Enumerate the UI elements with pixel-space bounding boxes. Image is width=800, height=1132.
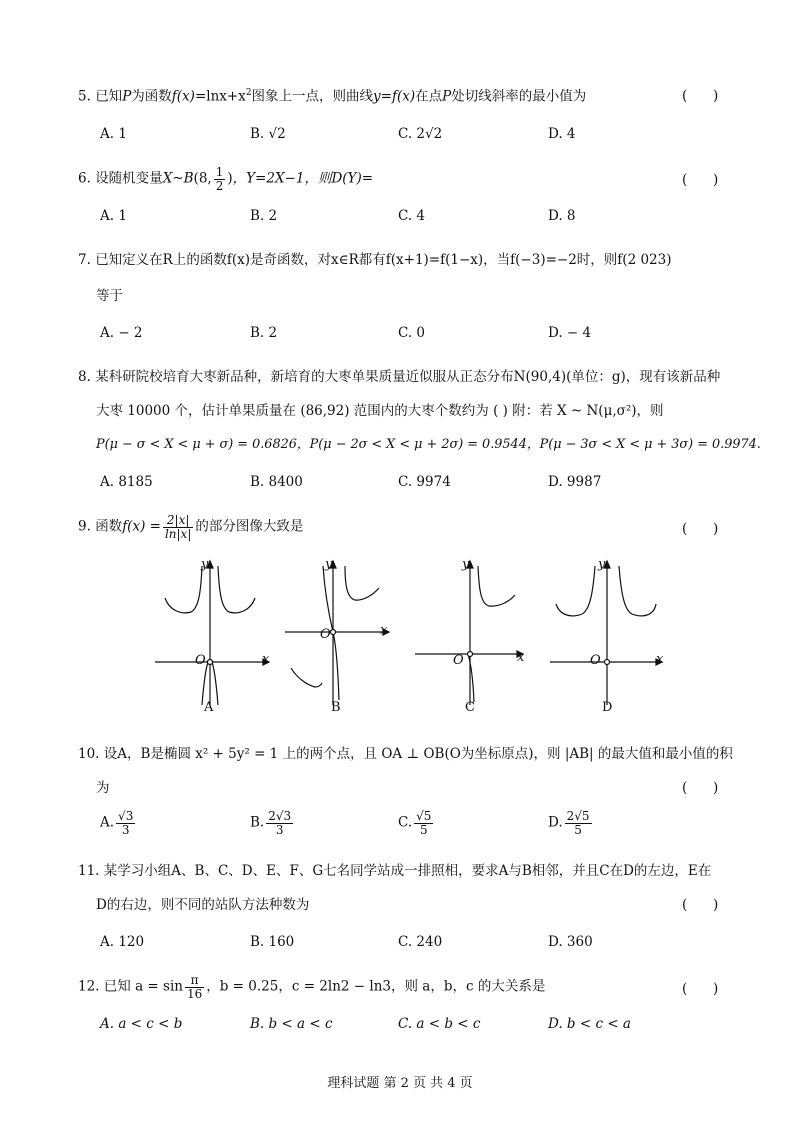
question-6-stem: 6. 设随机变量X~B(8, $\frac{1}{2}$ )，Y=2X−1，则D(Y)= bbox=[78, 165, 374, 193]
answer-bracket: ( ) bbox=[682, 521, 719, 537]
question-10-stem: 10. 设A，B是椭圆 x² + 5y² = 1 上的两个点，且 OA ⊥ OB(O为坐标原点)，则 |AB| 的最大值和最小值的积 bbox=[78, 746, 733, 762]
graph-x-label: x bbox=[380, 623, 388, 638]
option-a[interactable]: A. − 2 bbox=[100, 325, 143, 341]
option-c[interactable]: C. 2√2 bbox=[398, 126, 443, 142]
option-a[interactable]: A. 1 bbox=[100, 208, 127, 224]
option-a[interactable]: A. $\frac{√3}{3}$ bbox=[100, 809, 134, 837]
option-b[interactable]: B. b < a < c bbox=[250, 1016, 333, 1032]
option-b[interactable]: B. 2 bbox=[250, 208, 278, 224]
option-b[interactable]: B. √2 bbox=[250, 126, 286, 142]
graph-origin-label: O bbox=[453, 653, 464, 668]
graph-c[interactable] bbox=[415, 560, 535, 710]
option-d[interactable]: D. 8 bbox=[548, 208, 576, 224]
graph-origin-label: O bbox=[320, 627, 331, 642]
option-b[interactable]: B. $\frac{2√3}{3}$ bbox=[250, 809, 292, 837]
option-c[interactable]: C. 240 bbox=[398, 934, 443, 950]
option-d[interactable]: D. $\frac{2√5}{5}$ bbox=[548, 809, 590, 837]
option-c[interactable]: C. a < b < c bbox=[398, 1016, 481, 1032]
option-d[interactable]: D. b < c < a bbox=[548, 1016, 631, 1032]
option-b[interactable]: B. 160 bbox=[250, 934, 295, 950]
option-d[interactable]: D. 360 bbox=[548, 934, 593, 950]
answer-bracket: ( ) bbox=[682, 981, 719, 997]
option-d[interactable]: D. − 4 bbox=[548, 325, 592, 341]
graph-d[interactable] bbox=[550, 560, 670, 710]
graph-b[interactable] bbox=[285, 560, 395, 710]
option-a[interactable]: A. 120 bbox=[100, 934, 145, 950]
graph-y-label: y bbox=[201, 557, 209, 572]
graph-y-label: y bbox=[462, 557, 470, 572]
question-10-stem-line2: 为 bbox=[96, 780, 110, 796]
option-a[interactable]: A. 1 bbox=[100, 126, 127, 142]
option-d[interactable]: D. 4 bbox=[548, 126, 576, 142]
question-11-stem: 11. 某学习小组A、B、C、D、E、F、G七名同学站成一排照相，要求A与B相邻，并且C在D的左边，E在 bbox=[78, 863, 712, 879]
graph-a[interactable] bbox=[155, 560, 275, 710]
graph-label-b: B bbox=[331, 700, 341, 715]
question-9-stem: 9. 函数f(x) = $\frac{2|x|}{\ln|x|}$ 的部分图像大致是 bbox=[78, 513, 304, 541]
answer-bracket: ( ) bbox=[682, 172, 719, 188]
graph-x-label: x bbox=[262, 652, 270, 667]
option-c[interactable]: C. $\frac{√5}{5}$ bbox=[398, 809, 432, 837]
option-b[interactable]: B. 8400 bbox=[250, 474, 303, 490]
question-12-stem: 12. 已知 a = sin $\frac{\pi}{16}$ ，b = 0.25，c = 2ln2 − ln3，则 a，b，c 的大关系是 bbox=[78, 973, 546, 1001]
question-7-stem: 7. 已知定义在R上的函数f(x)是奇函数，对x∈R都有f(x+1)=f(1−x)，当f(−3)=−2时，则f(2 023) bbox=[78, 252, 672, 268]
question-8-stem: 8. 某科研院校培育大枣新品种，新培育的大枣单果质量近似服从正态分布N(90,4)(单位：g)，现有该新品种 bbox=[78, 369, 721, 385]
option-d[interactable]: D. 9987 bbox=[548, 474, 602, 490]
option-a[interactable]: A. a < c < b bbox=[100, 1016, 183, 1032]
question-8-stem-line2: 大枣 10000 个，估计单果质量在 (86,92) 范围内的大枣个数约为 ( ) 附：若 X ~ N(μ,σ²)，则 bbox=[96, 403, 664, 419]
graph-label-a: A bbox=[204, 700, 214, 715]
answer-bracket: ( ) bbox=[682, 897, 719, 913]
graph-label-c: C bbox=[465, 700, 475, 715]
graph-x-label: x bbox=[656, 652, 664, 667]
option-a[interactable]: A. 8185 bbox=[100, 474, 153, 490]
page-footer: 理科试题 第 2 页 共 4 页 bbox=[327, 1076, 473, 1091]
answer-bracket: ( ) bbox=[682, 88, 719, 104]
question-7-stem-line2: 等于 bbox=[96, 288, 123, 304]
graph-origin-label: O bbox=[590, 653, 601, 668]
option-b[interactable]: B. 2 bbox=[250, 325, 278, 341]
graph-y-label: y bbox=[325, 557, 333, 572]
option-c[interactable]: C. 0 bbox=[398, 325, 426, 341]
graph-y-label: y bbox=[598, 557, 606, 572]
option-c[interactable]: C. 4 bbox=[398, 208, 426, 224]
graph-x-label: x bbox=[517, 650, 525, 665]
option-c[interactable]: C. 9974 bbox=[398, 474, 451, 490]
question-11-stem-line2: D的右边，则不同的站队方法种数为 bbox=[96, 897, 310, 913]
question-8-stem-line3: P(μ − σ < X < μ + σ) = 0.6826，P(μ − 2σ < X < μ + 2σ) = 0.9544，P(μ − 3σ < X < μ + 3σ) = 0.9974. bbox=[96, 437, 761, 452]
answer-bracket: ( ) bbox=[682, 780, 719, 796]
question-5-stem: 5. 已知P为函数$f(x)=\ln x+x^2$图象上一点，则曲线y=f(x)在点P处切线斜率的最小值为 bbox=[78, 88, 587, 105]
graph-label-d: D bbox=[602, 700, 613, 715]
graph-origin-label: O bbox=[195, 653, 206, 668]
